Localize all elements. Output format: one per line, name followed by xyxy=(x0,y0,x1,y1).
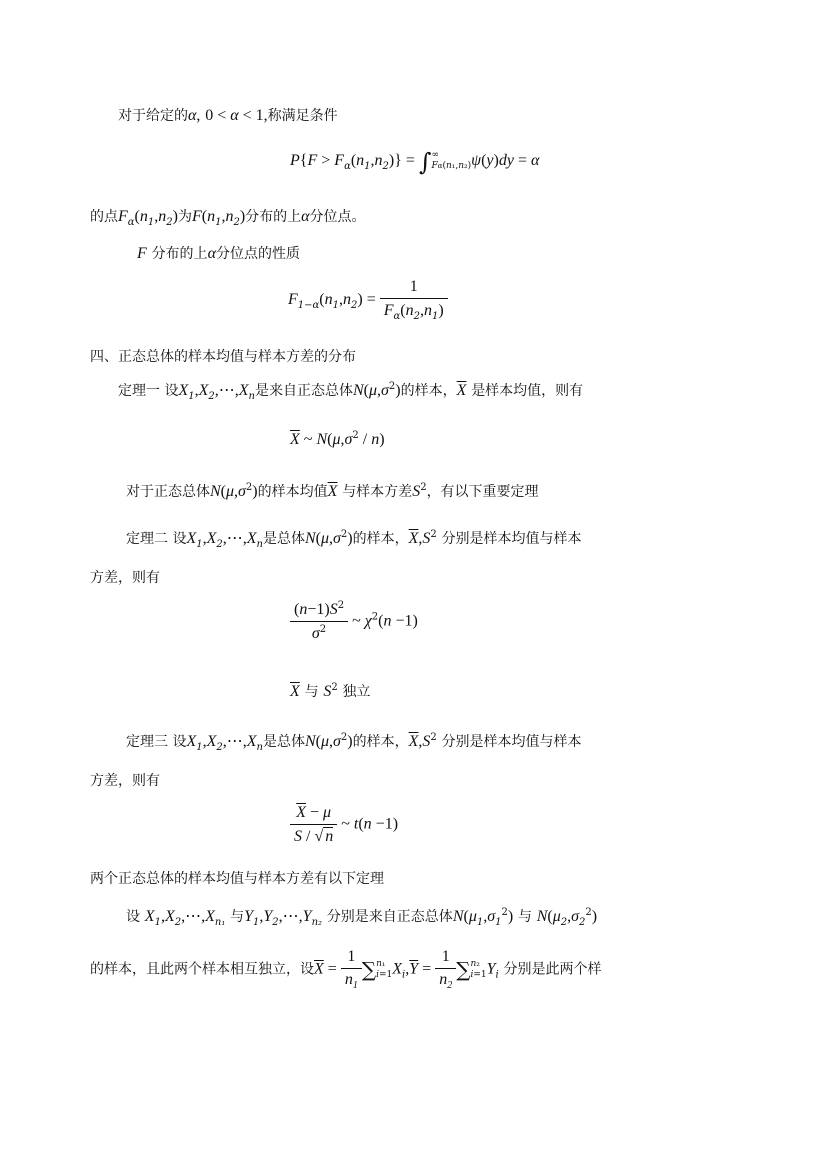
line-two-samples: 设 $X_1,X_2,\cdots,X_{n_1}$ 与$Y_1,Y_2,\cdots,Y_{n_2}$ 分别是来自正态总体$N(\mu_1,\sigma_1^2)$ 与 $N(\mu_2,\sigma_2^2)$ xyxy=(126,907,598,928)
section-heading: 四、正态总体的样本均值与样本方差的分布 xyxy=(90,349,356,365)
line-two-populations: 两个正态总体的样本均值与样本方差有以下定理 xyxy=(90,871,384,887)
equation-upper-quantile: $P\{F > F_\alpha(n_1,n_2)\}$ = ∫ ∞ Fα(n₁,n₂) ψ(y)dy = α xyxy=(290,148,540,176)
line-quantile-property: F 分布的上α分位点的性质 xyxy=(137,245,300,262)
line-sample-means: 的样本，且此两个样本相互独立，设$\overline{X}$ = $\frac{1}{n_1}$ ∑ n₁ i=1 $X_i,\overline{Y}$ = $\frac{1}{n_2}$ ∑ n₂ i=1 $Y_i$ 分别是此两个样 xyxy=(90,948,602,991)
equation-t-distribution: $\frac{\overline{X} - \mu}{S / √ n}$ ~ t(n −1) xyxy=(290,803,825,846)
equation-quantile-reciprocal: $F_{1-\alpha}(n_1,n_2)$ = $\frac{1}{F_\alpha(n_2,n_1)}$ xyxy=(288,278,825,322)
line-important-theorems: 对于正态总体$N(\mu,\sigma^2)$的样本均值$\overline{X}$ 与样本方差$S^2$，有以下重要定理 xyxy=(126,482,539,500)
line-quantile-definition: 的点$F_\alpha(n_1,n_2)$为$F(n_1,n_2)$分布的上α分位点。 xyxy=(90,208,366,228)
equation-mean-distribution: $\overline{X}$ ~ $N(\mu,\sigma^2 / n)$ xyxy=(290,430,385,448)
theorem-two: 定理二 设$X_1,X_2,\cdots,X_n$是总体$N(\mu,\sigma^2)$的样本，$\overline{X},S^2$ 分别是样本均值与样本 xyxy=(126,529,582,550)
theorem-one: 定理一 设$X_1,X_2,\cdots,X_n$是来自正态总体$N(\mu,\sigma^2)$的样本，$\overline{X}$ 是样本均值，则有 xyxy=(118,381,584,402)
line-alpha-given: 对于给定的α, 0 < α < 1,称满足条件 xyxy=(118,107,338,124)
theorem-three: 定理三 设$X_1,X_2,\cdots,X_n$是总体$N(\mu,\sigma^2)$的样本，$\overline{X},S^2$ 分别是样本均值与样本 xyxy=(126,732,582,753)
line-independence: $\overline{X}$ 与 $S^2$ 独立 xyxy=(290,682,371,700)
theorem-three-cont: 方差，则有 xyxy=(90,773,160,789)
equation-chi-square: $\frac{(n-1)S^2}{\sigma^2}$ ~ $\chi^2(n -1)$ xyxy=(290,600,825,643)
theorem-two-cont: 方差，则有 xyxy=(90,570,160,586)
